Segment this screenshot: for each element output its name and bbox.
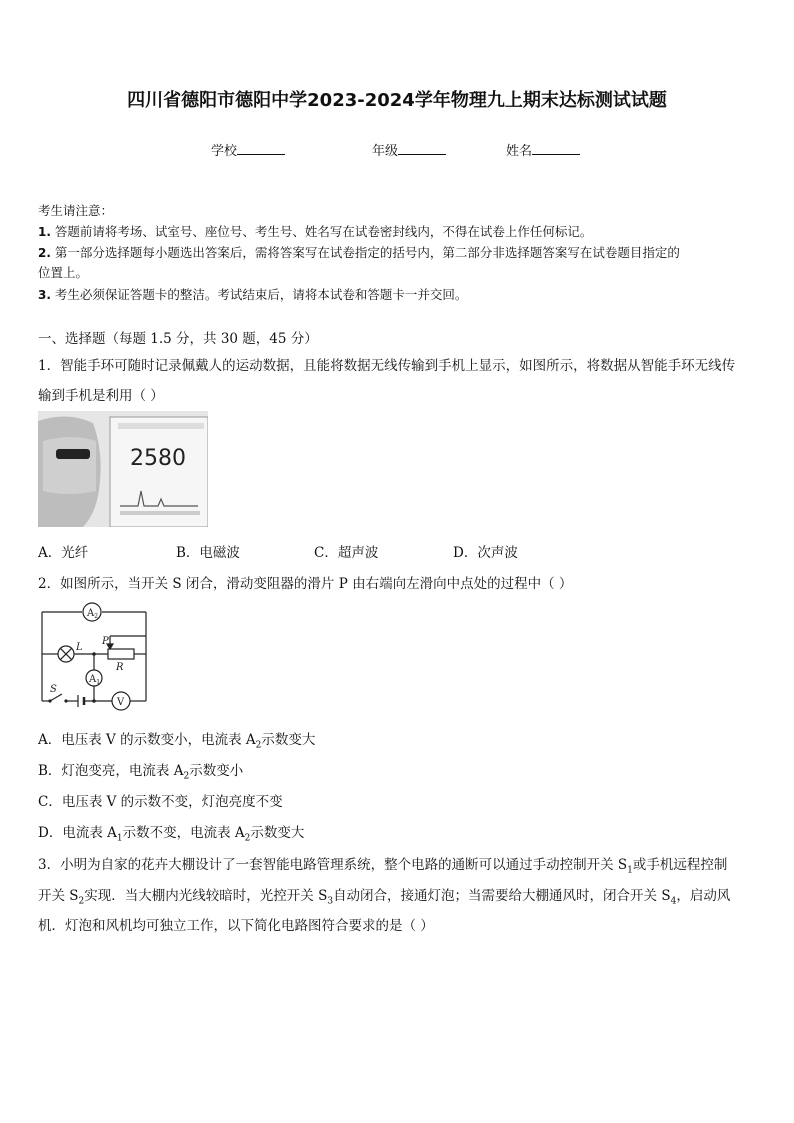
q2-ammeter-a1-label: $A_1$ bbox=[89, 674, 101, 686]
q2-lamp-label: L bbox=[76, 642, 83, 653]
name-field[interactable] bbox=[506, 140, 580, 159]
q1-option-d[interactable]: D．次声波 bbox=[453, 545, 518, 561]
q2-option-c[interactable]: C．电压表 V 的示数不变，灯泡亮度不变 bbox=[38, 794, 283, 810]
q1-option-c[interactable]: C．超声波 bbox=[314, 545, 379, 561]
q3-stem-line3: 机．灯泡和风机均可独立工作，以下简化电路图符合要求的是（ ） bbox=[38, 918, 434, 934]
q2-slider-label: P bbox=[102, 636, 109, 647]
q2-option-d[interactable]: D．电流表 $A_1$示数不变，电流表 $A_2$示数变大 bbox=[38, 825, 305, 844]
q2-option-b[interactable]: B．灯泡变亮，电流表 $A_2$示数变小 bbox=[38, 763, 244, 782]
q2-option-a[interactable]: A．电压表 V 的示数变小，电流表 $A_2$示数变大 bbox=[38, 732, 316, 751]
q2-ammeter-a2-label: $A_2$ bbox=[87, 608, 99, 620]
grade-field[interactable] bbox=[372, 140, 446, 159]
page-title: 四川省德阳市德阳中学2023-2024学年物理九上期末达标测试试题 bbox=[127, 90, 667, 111]
q2-rheostat-label: R bbox=[116, 662, 124, 673]
name-blank[interactable] bbox=[532, 142, 580, 155]
name-label: 姓名 bbox=[506, 144, 533, 159]
q2-circuit-diagram bbox=[38, 598, 150, 716]
school-label: 学校 bbox=[211, 144, 238, 159]
school-blank[interactable] bbox=[237, 142, 285, 155]
q1-stem-line1: 1．智能手环可随时记录佩戴人的运动数据，且能将数据无线传输到手机上显示，如图所示，将数据从智能手环无线传 bbox=[38, 358, 736, 374]
q1-photo-step-count: 2580 bbox=[130, 446, 186, 471]
section-heading: 一、选择题（每题 1.5 分，共 30 题，45 分） bbox=[38, 331, 318, 347]
notice-item-2: 2. 第一部分选择题每小题选出答案后，需将答案写在试卷指定的括号内，第二部分非选择题答案写在试卷题目指定的 bbox=[38, 245, 680, 260]
notice-heading: 考生请注意： bbox=[38, 203, 114, 218]
q3-stem-line1: 3．小明为自家的花卉大棚设计了一套智能电路管理系统，整个电路的通断可以通过手动控制开关 $S_1$或手机远程控制 bbox=[38, 857, 728, 876]
q2-switch-label: S bbox=[50, 684, 57, 695]
student-info-row bbox=[0, 140, 794, 160]
grade-label: 年级 bbox=[372, 144, 399, 159]
q2-stem: 2．如图所示，当开关 S 闭合，滑动变阻器的滑片 P 由右端向左滑向中点处的过程中（ ） bbox=[38, 576, 573, 592]
grade-blank[interactable] bbox=[398, 142, 446, 155]
school-field[interactable] bbox=[211, 140, 285, 159]
q1-photo-smart-band bbox=[38, 411, 208, 527]
q2-voltmeter-label: V bbox=[117, 697, 125, 708]
notice-item-1: 1. 答题前请将考场、试室号、座位号、考生号、姓名写在试卷密封线内，不得在试卷上作任何标记。 bbox=[38, 224, 593, 239]
q1-option-b[interactable]: B．电磁波 bbox=[176, 545, 240, 561]
q1-option-a[interactable]: A．光纤 bbox=[38, 545, 89, 561]
notice-item-3: 3. 考生必须保证答题卡的整洁。考试结束后，请将本试卷和答题卡一并交回。 bbox=[38, 287, 468, 302]
notice-item-2-cont: 位置上。 bbox=[38, 265, 89, 280]
q3-stem-line2: 开关 $S_2$实现．当大棚内光线较暗时，光控开关 $S_3$自动闭合，接通灯泡；当需要给大棚通风时，闭合开关 $S_4$，启动风 bbox=[38, 888, 731, 907]
q1-stem-line2: 输到手机是利用（ ） bbox=[38, 388, 164, 404]
